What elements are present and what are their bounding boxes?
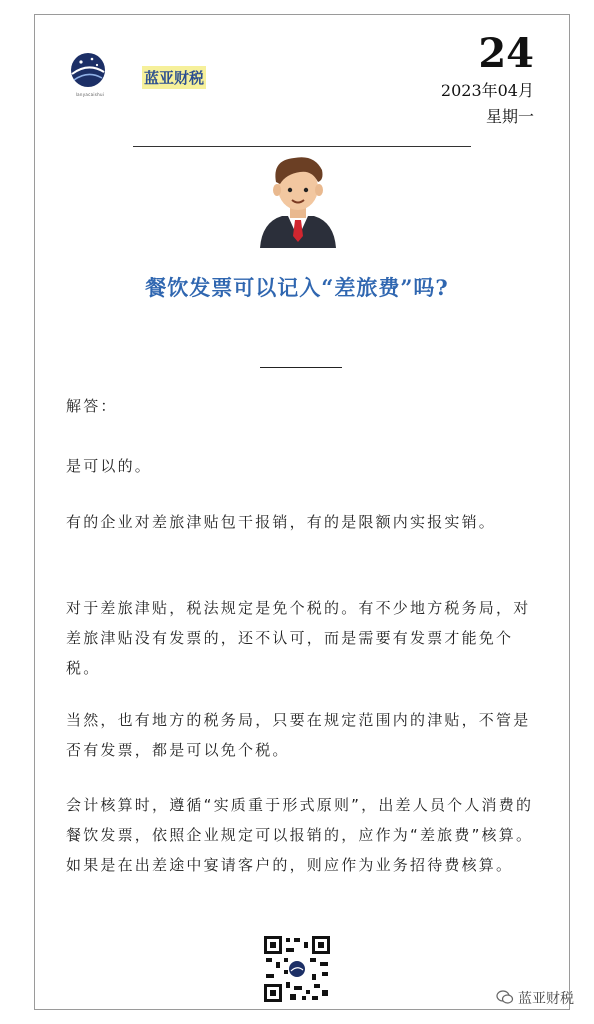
wechat-icon bbox=[496, 988, 514, 1006]
paragraph-4: 当然，也有地方的税务局，只要在规定范围内的津贴，不管是否有发票，都是可以免个税。 bbox=[66, 711, 531, 759]
paragraph-5: 会计核算时，遵循“实质重于形式原则”，出差人员个人消费的餐饮发票，依照企业规定可以报销的，应作为“差旅费”核算。如果是在出差途中宴请客户的，则应作为业务招待费核算。 bbox=[66, 796, 534, 874]
section-divider bbox=[260, 367, 342, 368]
date-month: 2023年04月 bbox=[440, 81, 534, 100]
paragraph-1: 是可以的。 bbox=[66, 457, 153, 475]
date-weekday: 星期一 bbox=[485, 107, 534, 126]
watermark-text: 蓝亚财税 bbox=[518, 991, 574, 1007]
brand-name: 蓝亚财税 bbox=[142, 66, 206, 89]
paragraph-2: 有的企业对差旅津贴包干报销，有的是限额内实报实销。 bbox=[66, 513, 497, 531]
date-day: 24 bbox=[478, 30, 534, 77]
answer-label: 解答： bbox=[66, 397, 118, 415]
qr-code-icon[interactable] bbox=[262, 934, 332, 1004]
logo-caption: lanyacaishui bbox=[75, 92, 105, 97]
header-divider bbox=[133, 146, 471, 147]
paragraph-3: 对于差旅津贴，税法规定是免个税的。有不少地方税务局，对差旅津贴没有发票的，还不认可，而是需要有发票才能免个税。 bbox=[66, 599, 531, 677]
article-headline: 餐饮发票可以记入“差旅费”吗? bbox=[145, 275, 449, 300]
businessman-avatar-icon bbox=[252, 152, 344, 248]
